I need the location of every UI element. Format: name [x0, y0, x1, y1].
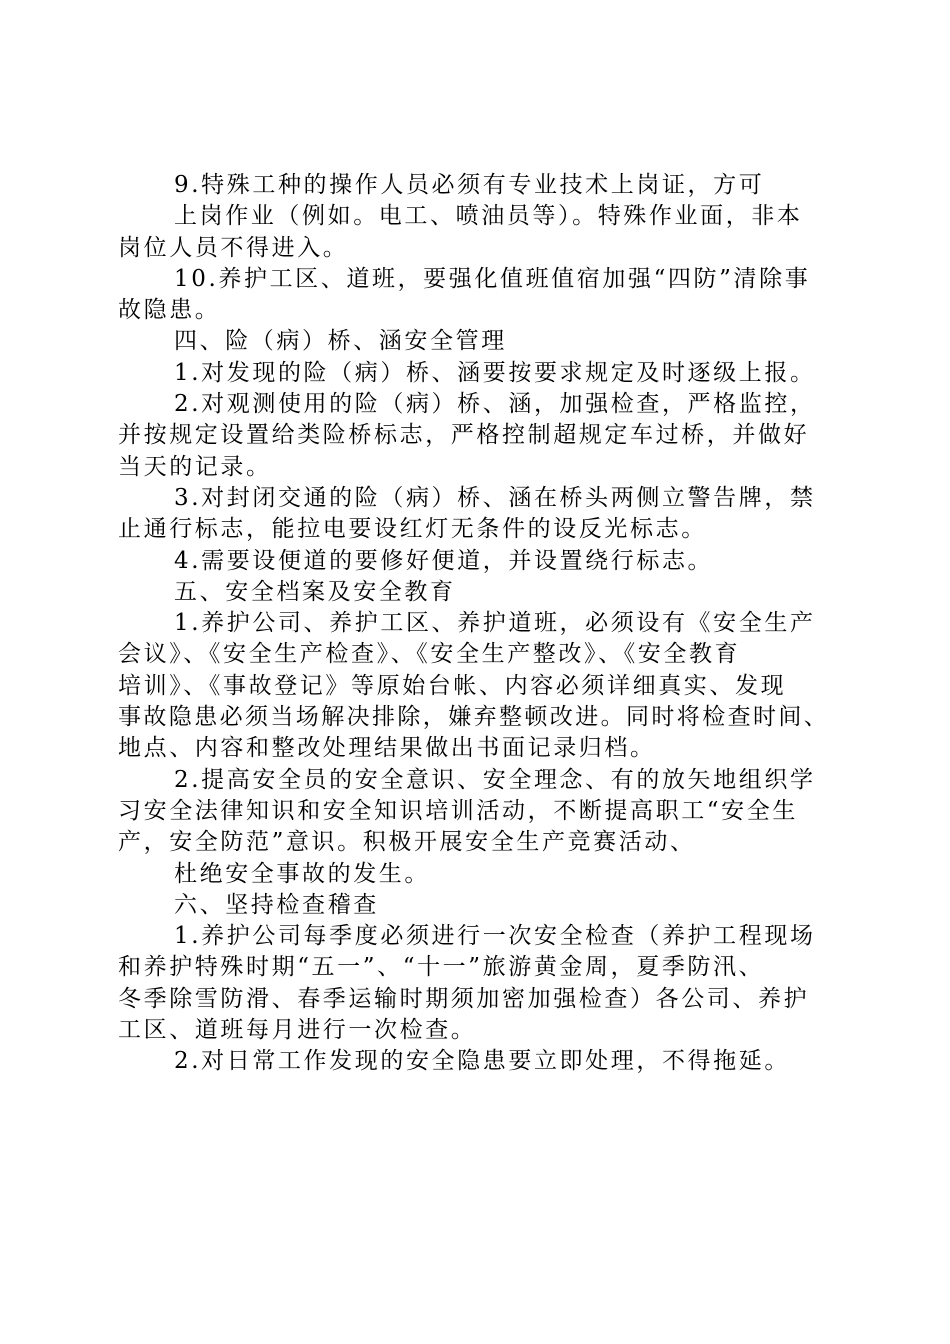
text-line: 当天的记录。: [118, 453, 272, 480]
text-line: 3.对封闭交通的险（病）桥、涵在桥头两侧立警告牌，禁: [174, 484, 816, 511]
text-line: 杜绝安全事故的发生。: [174, 860, 430, 887]
text-line: 工区、道班每月进行一次检查。: [118, 1017, 477, 1044]
text-line: 故隐患。: [118, 297, 221, 324]
text-line: 六、坚持检查稽查: [174, 891, 379, 918]
text-line: 4.需要设便道的要修好便道，并设置绕行标志。: [174, 547, 714, 574]
text-line: 会议》、《安全生产检查》、《安全生产整改》、《安全教育: [118, 641, 741, 668]
text-line: 地点、内容和整改处理结果做出书面记录归档。: [118, 735, 656, 762]
text-line: 2.提高安全员的安全意识、安全理念、有的放矢地组织学: [174, 766, 816, 793]
text-line: 四、险（病）桥、涵安全管理: [174, 328, 507, 355]
document-body: [118, 170, 834, 1078]
text-line: 10.养护工区、道班，要强化值班值宿加强“四防”清除事: [174, 265, 811, 292]
text-line: 并按规定设置给类险桥标志，严格控制超规定车过桥，并做好: [118, 422, 810, 449]
text-line: 1.养护公司、养护工区、养护道班，必须设有《安全生产: [174, 610, 816, 637]
text-line: 9.特殊工种的操作人员必须有专业技术上岗证，方可: [174, 172, 765, 198]
text-line: 岗位人员不得进入。: [118, 234, 349, 261]
text-line: 培训》、《事故登记》等原始台帐、内容必须详细真实、发现: [118, 672, 787, 699]
text-line: 冬季除雪防滑、春季运输时期须加密加强检查）各公司、养护: [118, 985, 810, 1012]
text-line: 上岗作业（例如。电工、喷油员等）。特殊作业面，非本: [174, 203, 803, 230]
text-line: 和养护特殊时期“五一”、“十一”旅游黄金周，夏季防汛、: [118, 954, 765, 981]
text-line: 习安全法律知识和安全知识培训活动，不断提高职工“安全生: [118, 797, 798, 824]
text-line: 1.养护公司每季度必须进行一次安全检查（养护工程现场: [174, 923, 816, 950]
text-line: 2.对日常工作发现的安全隐患要立即处理，不得拖延。: [174, 1048, 790, 1075]
text-line: 2.对观测使用的险（病）桥、涵，加强检查，严格监控，: [174, 391, 816, 418]
text-line: 事故隐患必须当场解决排除，嫌弃整顿改进。同时将检查时间、: [118, 704, 830, 731]
text-line: 产，安全防范”意识。积极开展安全生产竞赛活动、: [118, 829, 696, 856]
text-line: 止通行标志，能拉电要设红灯无条件的设反光标志。: [118, 516, 707, 543]
text-line: 五、安全档案及安全教育: [174, 578, 456, 605]
text-line: 1.对发现的险（病）桥、涵要按要求规定及时逐级上报。: [174, 359, 816, 386]
